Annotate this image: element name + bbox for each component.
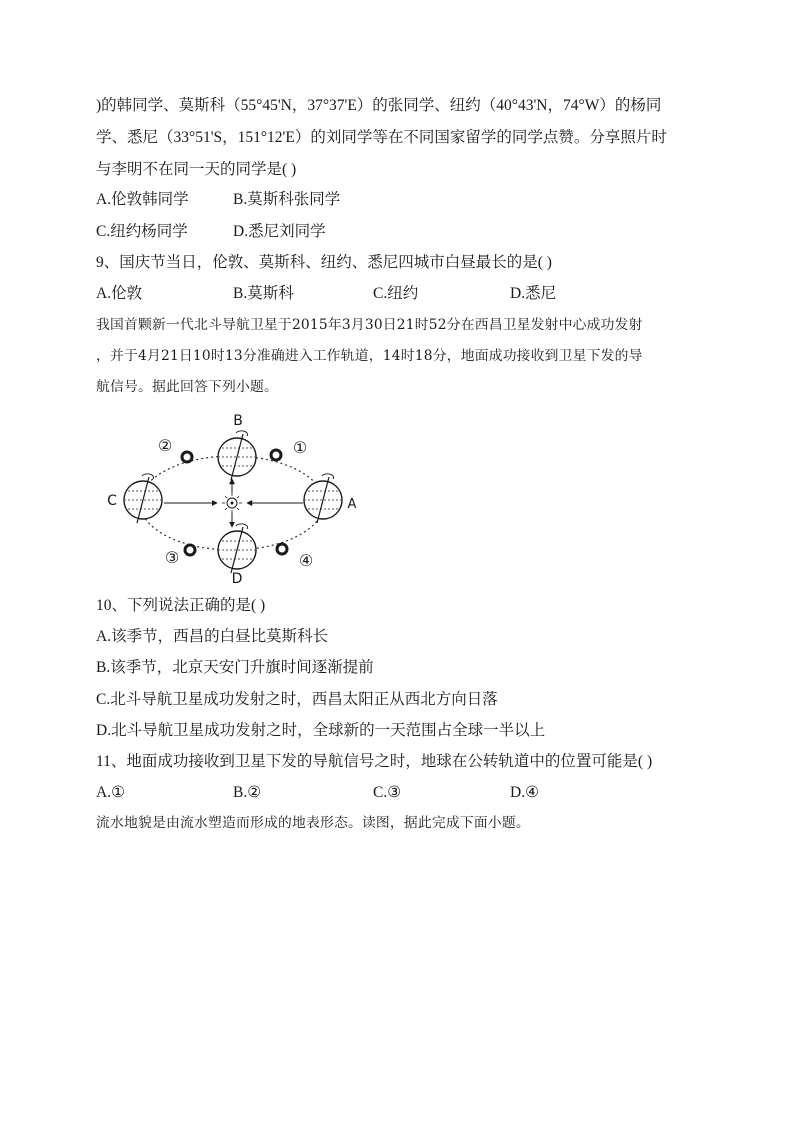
q9-option-a: A.伦敦 [96, 285, 143, 302]
q9-option-d: D.悉尼 [510, 285, 557, 302]
orbit-dot-3 [185, 545, 195, 555]
label-marker-1: ① [292, 438, 308, 457]
q11-option-b: B.② [233, 784, 262, 801]
material1-line-3: 航信号。据此回答下列小题。 [96, 379, 278, 395]
label-marker-3: ③ [164, 548, 180, 567]
q8-stem-line-2: 学、悉尼（33°51'S，151°12'E）的刘同学等在不同国家留学的同学点赞。分享照片时 [96, 129, 667, 146]
label-a: A [347, 497, 357, 512]
q9-options-row [96, 284, 656, 304]
q8-stem-line-3: 与李明不在同一天的同学是( ) [96, 161, 297, 178]
earth-position-a [304, 474, 342, 523]
q10-option-b: B.该季节，北京天安门升旗时间逐渐提前 [96, 659, 374, 676]
earth-position-d [218, 524, 256, 573]
q8-options-row-1 [96, 190, 656, 210]
label-marker-2: ② [157, 436, 173, 455]
orbit-dot-2 [182, 452, 192, 462]
sun-icon [222, 493, 242, 513]
q11-options-row [96, 783, 656, 803]
q11-option-c: C.③ [373, 784, 402, 801]
label-b: B [233, 413, 243, 429]
q9-option-c: C.纽约 [373, 285, 419, 302]
q9-option-b: B.莫斯科 [233, 285, 294, 302]
earth-position-b [218, 431, 256, 480]
q10-stem: 10、下列说法正确的是( ) [96, 597, 266, 614]
label-d: D [231, 571, 243, 587]
earth-position-c [124, 474, 162, 523]
label-c: C [107, 493, 117, 509]
q9-stem: 9、国庆节当日，伦敦、莫斯科、纽约、悉尼四城市白昼最长的是( ) [96, 254, 552, 271]
material1-line-1: 我国首颗新一代北斗导航卫星于2015年3月30日21时52分在西昌卫星发射中心成功发射 [96, 317, 643, 333]
q8-options-row-2 [96, 222, 656, 242]
label-marker-4: ④ [298, 551, 314, 570]
orbit-dot-1 [271, 450, 281, 460]
q8-option-c: C.纽约杨同学 [96, 223, 188, 240]
q8-option-a: A.伦敦韩同学 [96, 191, 189, 208]
q10-option-a: A.该季节，西昌的白昼比莫斯科长 [96, 628, 329, 645]
material2-text: 流水地貌是由流水塑造而形成的地表形态。读图，据此完成下面小题。 [96, 815, 530, 831]
material1-line-2: ，并于4月21日10时13分准确进入工作轨道，14时18分，地面成功接收到卫星下发的导 [96, 348, 643, 364]
orbit-dot-4 [277, 544, 287, 554]
q10-option-c: C.北斗导航卫星成功发射之时，西昌太阳正从西北方向日落 [96, 691, 498, 708]
q8-option-b: B.莫斯科张同学 [233, 191, 341, 208]
q11-option-d: D.④ [510, 784, 539, 801]
q10-option-d: D.北斗导航卫星成功发射之时，全球新的一天范围占全球一半以上 [96, 722, 546, 739]
q11-stem: 11、地面成功接收到卫星下发的导航信号之时，地球在公转轨道中的位置可能是( ) [96, 753, 653, 770]
q11-option-a: A.① [96, 784, 125, 801]
q8-option-d: D.悉尼刘同学 [233, 223, 326, 240]
earth-orbit-diagram [100, 405, 370, 590]
q8-stem-line-1: )的韩同学、莫斯科（55°45'N，37°37'E）的张同学、纽约（40°43'N，74°W）的杨同 [96, 97, 662, 114]
